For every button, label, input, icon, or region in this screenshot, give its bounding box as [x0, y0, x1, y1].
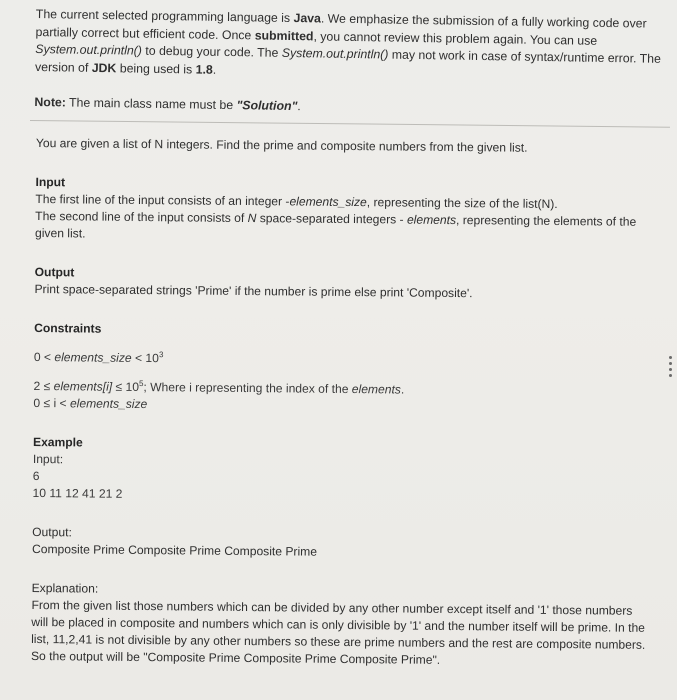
- problem-statement: You are given a list of N integers. Find the prime and composite numbers from the given list.: [35, 135, 528, 155]
- example-input-size: 6: [32, 468, 40, 484]
- example-output-value: Composite Prime Composite Prime Composite Prime: [31, 541, 318, 559]
- language-name: Java: [293, 11, 322, 26]
- language-instructions: The current selected programming language is Java. We emphasize the submission of a fully working code over partially correct but efficient code. Once submitted, you cannot review this problem again. You can use System.out.println() to debug your code. The System.out.println() may not work in case of syntax/runtime error. The version of JDK being used is 1.8.: [34, 6, 661, 77]
- explanation-label: Explanation:: [31, 580, 99, 596]
- example-heading: Example: [32, 434, 83, 450]
- constraint-index: 0 ≤ i < elements_size: [33, 395, 148, 412]
- output-description: Print space-separated strings 'Prime' if the number is prime else print 'Composite'.: [34, 281, 473, 301]
- example-output-label: Output:: [32, 524, 72, 540]
- section-divider: [30, 120, 670, 128]
- input-description-line2: The second line of the input consists of N space-separated integers - elements, representing the elements of the given list.: [34, 208, 637, 241]
- explanation-text: From the given list those numbers which can be divided by any other number except itself and '1' those numbers will be placed in composite and numbers which can is only divisible by '1' and the number itself will be prime. In the list, 11,2,41 is not divisible by any other numbers so these are prime numbers and the rest are composite numbers. So the output will be "Composite Prime Composite Prime Composite Prime".: [30, 597, 646, 667]
- constraints-heading: Constraints: [34, 320, 102, 336]
- class-name-note: Note: The main class name must be "Solution".: [34, 94, 301, 114]
- example-input-label: Input:: [32, 451, 64, 467]
- jdk-version: 1.8: [195, 62, 213, 77]
- constraint-elements: 2 ≤ elements[i] ≤ $10^5$; Where i representing the index of the elements.: [33, 378, 405, 397]
- output-heading: Output: [34, 264, 75, 280]
- example-input-values: 10 11 12 41 21 2: [32, 485, 123, 501]
- problem-description: [31, 135, 651, 671]
- instructions-section: [34, 6, 666, 121]
- more-options-icon[interactable]: [669, 356, 673, 377]
- input-heading: Input: [35, 174, 66, 190]
- constraint-size: 0 < elements_size < $10^3$: [33, 349, 164, 366]
- input-description-line1: The first line of the input consists of an integer -elements_size, representing the size of the list(N).: [35, 191, 558, 212]
